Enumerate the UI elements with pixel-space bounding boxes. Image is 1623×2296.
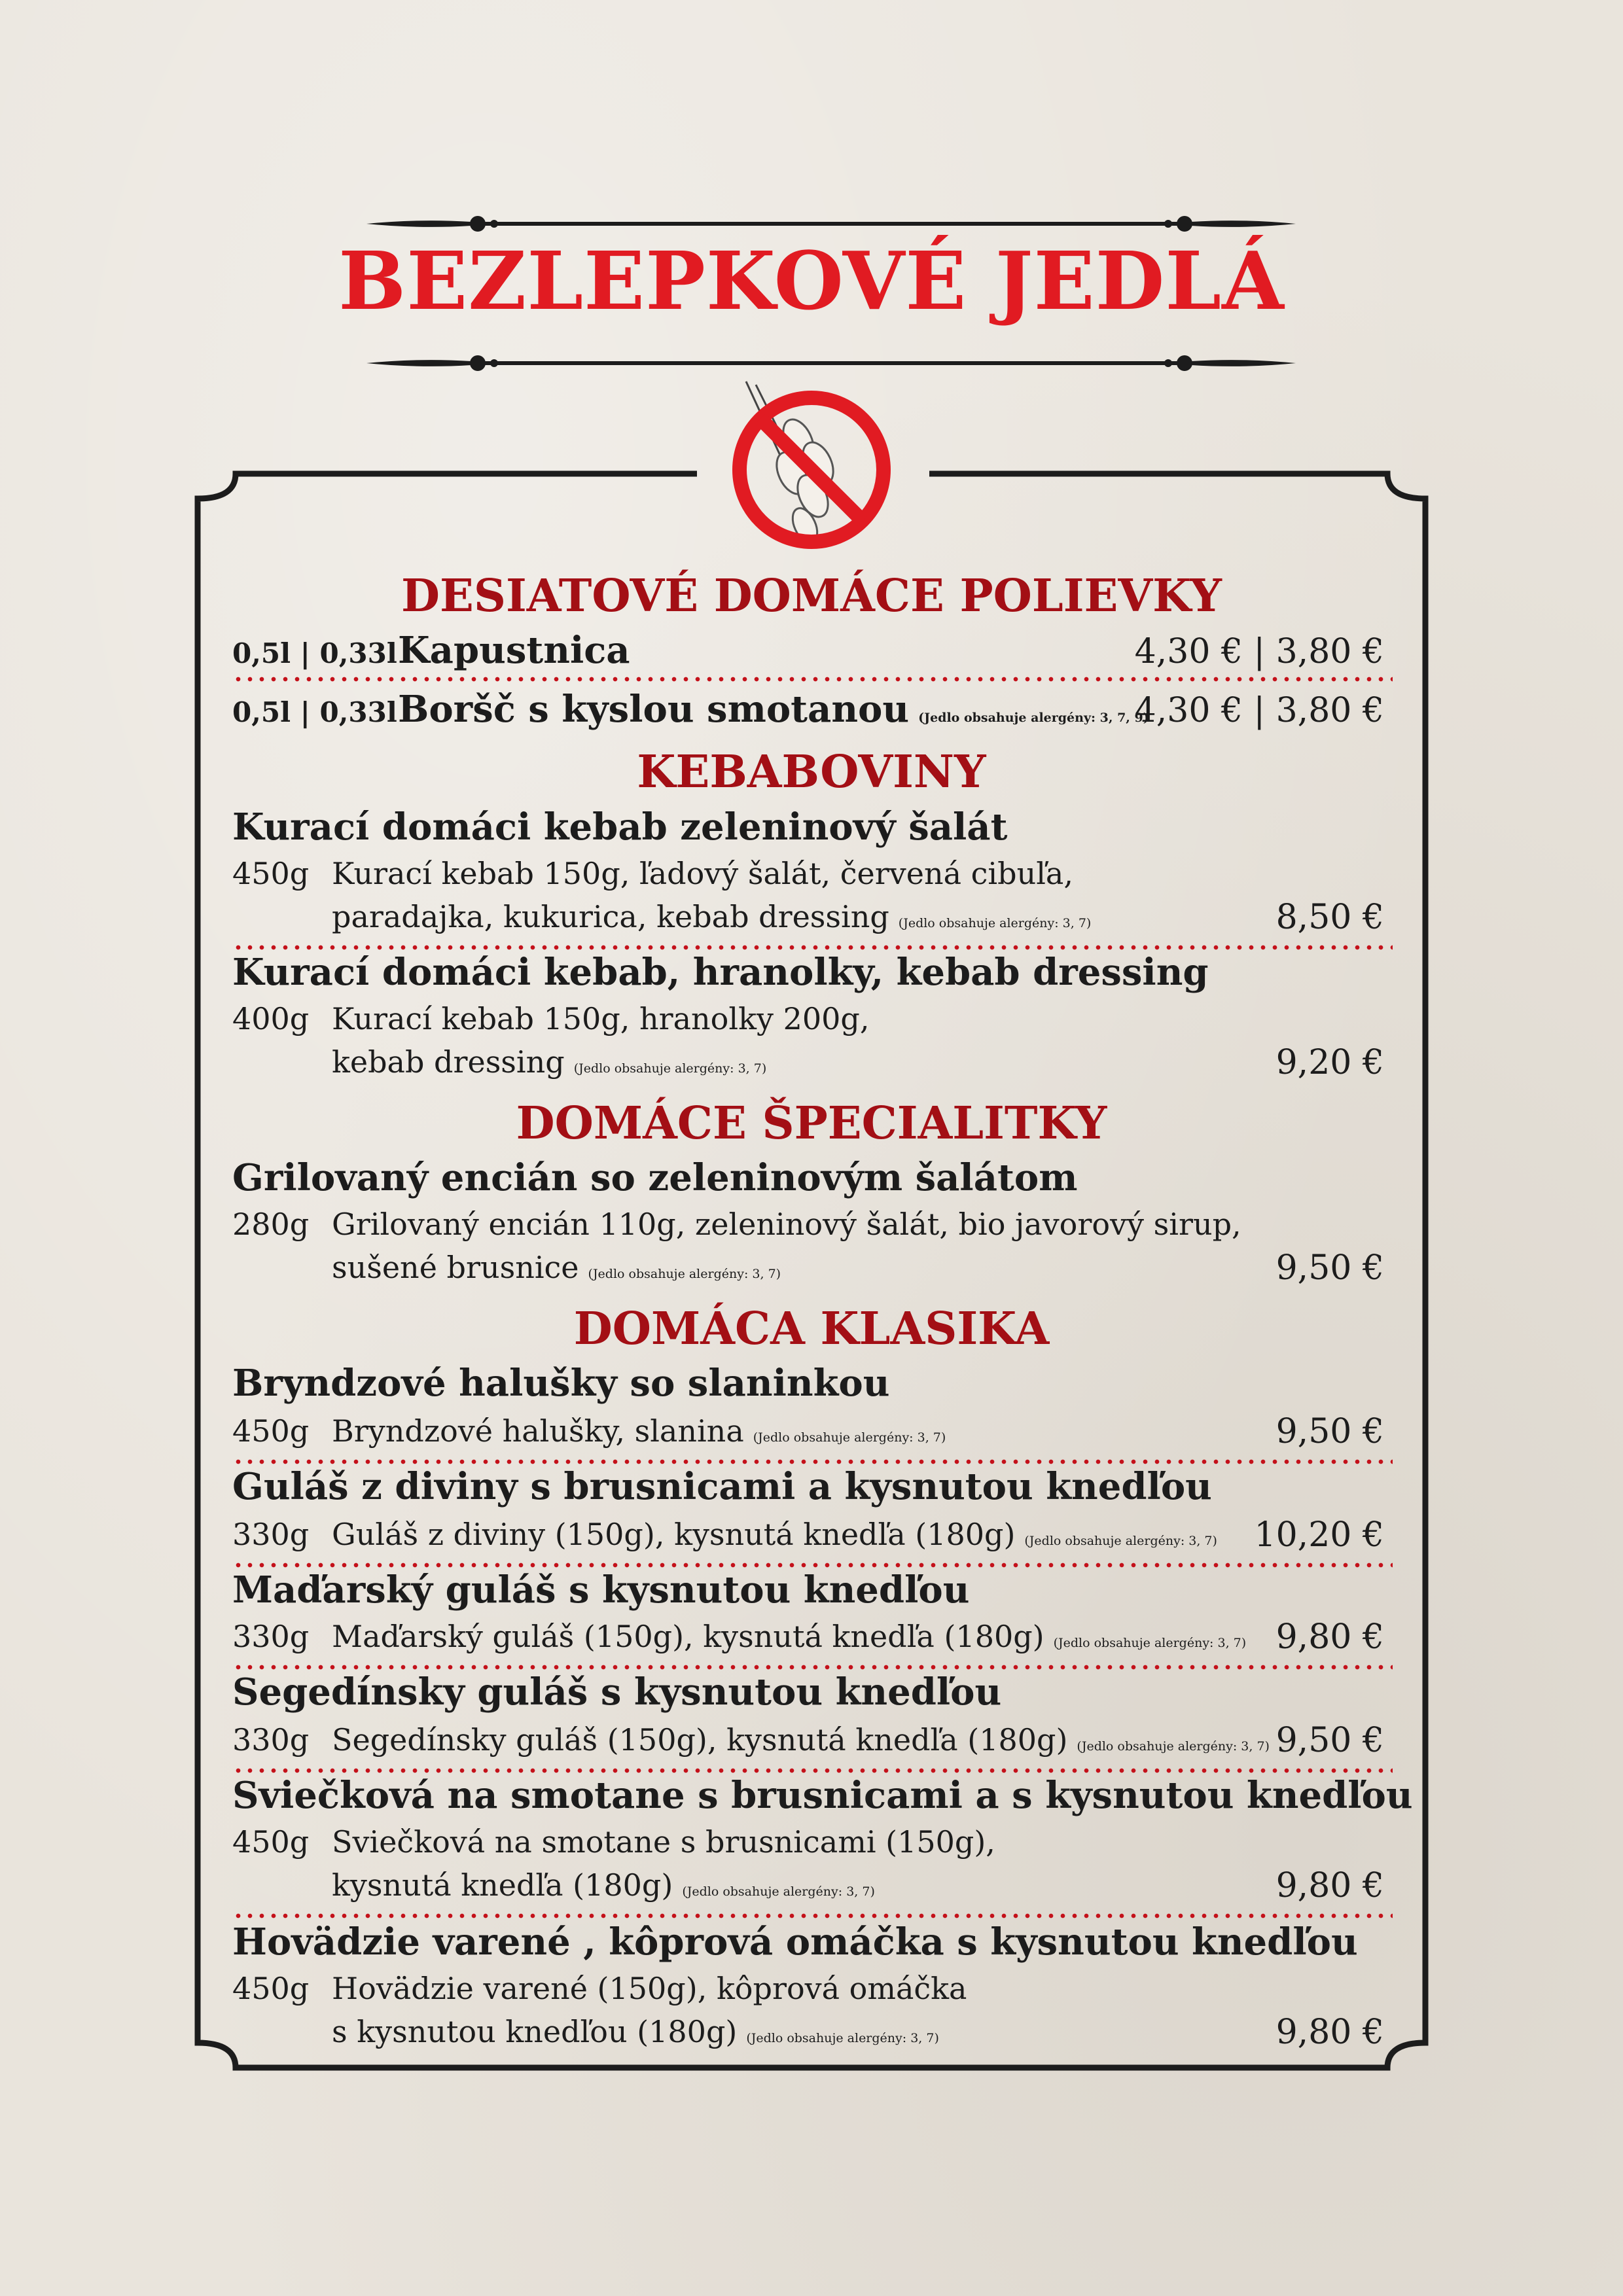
allergen-note: (Jedlo obsahuje alergény: 3, 7) <box>898 916 1092 930</box>
dish-description <box>332 1413 946 1449</box>
section-heading-soups: DESIATOVÉ DOMÁCE POLIEVKY <box>401 570 1222 622</box>
dish-description-line: Maďarský guláš (150g), kysnutá knedľa (180g) <box>332 1619 1044 1654</box>
dish-description: Sviečková na smotane s brusnicami (150g), <box>332 1824 995 1860</box>
dish-weight: 450g <box>232 856 310 891</box>
dish-description: Grilovaný encián 110g, zeleninový šalát, bio javorový sirup, <box>332 1207 1241 1242</box>
dotted-divider <box>232 1768 1393 1773</box>
allergen-note: (Jedlo obsahuje alergény: 3, 7) <box>1024 1534 1217 1548</box>
soup-price: 4,30 € | 3,80 € <box>1134 632 1384 671</box>
soup-name: Kapustnica <box>398 629 630 672</box>
dish-description: Hovädzie varené (150g), kôprová omáčka <box>332 1971 967 2006</box>
soup-volume: 0,5l | 0,33l <box>232 637 397 669</box>
dish-weight: 280g <box>232 1207 310 1242</box>
allergen-note: (Jedlo obsahuje alergény: 3, 7) <box>588 1267 781 1281</box>
dish-price: 9,50 € <box>1275 1248 1384 1288</box>
dish-price: 9,80 € <box>1275 1866 1384 1905</box>
dish-description-2 <box>332 1867 875 1903</box>
dish-name: Kurací domáci kebab zeleninový šalát <box>232 805 1008 849</box>
dish-name: Hovädzie varené , kôprová omáčka s kysnutou knedľou <box>232 1920 1358 1964</box>
soup-price: 4,30 € | 3,80 € <box>1134 691 1384 730</box>
allergen-note: (Jedlo obsahuje alergény: 3, 7) <box>573 1061 767 1076</box>
dish-name: Segedínsky guláš s kysnutou knedľou <box>232 1670 1002 1714</box>
dish-description-line: kebab dressing <box>332 1044 565 1080</box>
dish-price: 9,50 € <box>1275 1721 1384 1760</box>
dish-name: Maďarský guláš s kysnutou knedľou <box>232 1568 970 1612</box>
dotted-divider <box>232 945 1393 950</box>
dish-description-2 <box>332 899 1092 934</box>
dish-name: Bryndzové halušky so slaninkou <box>232 1362 890 1405</box>
dish-price: 9,80 € <box>1275 1617 1384 1657</box>
dish-description <box>332 1619 1247 1654</box>
title-bottom-ornament <box>366 350 1296 376</box>
dish-name: Kurací domáci kebab, hranolky, kebab dressing <box>232 951 1209 994</box>
section-heading-classics: DOMÁCA KLASIKA <box>573 1303 1050 1355</box>
dish-description-line: sušené brusnice <box>332 1250 579 1285</box>
soup-name-with-allergens <box>398 688 1149 731</box>
dish-name: Sviečková na smotane s brusnicami a s kysnutou knedľou <box>232 1774 1413 1817</box>
allergen-note: (Jedlo obsahuje alergény: 3, 7) <box>1053 1636 1247 1650</box>
dotted-divider <box>232 1913 1393 1918</box>
dotted-divider <box>232 1665 1393 1670</box>
soup-name: Boršč s kyslou smotanou <box>398 688 910 731</box>
dish-name: Grilovaný encián so zeleninovým šalátom <box>232 1156 1078 1199</box>
no-gluten-icon <box>726 378 897 555</box>
dish-description-2 <box>332 1044 767 1080</box>
dish-name: Guláš z diviny s brusnicami a kysnutou knedľou <box>232 1465 1212 1508</box>
dish-price: 9,50 € <box>1275 1412 1384 1451</box>
allergen-note: (Jedlo obsahuje alergény: 3, 7, 9) <box>918 711 1149 725</box>
allergen-note: (Jedlo obsahuje alergény: 3, 7) <box>682 1884 875 1899</box>
dish-weight: 400g <box>232 1001 310 1036</box>
allergen-note: (Jedlo obsahuje alergény: 3, 7) <box>753 1430 946 1445</box>
dish-description: Kurací kebab 150g, ľadový šalát, červená cibuľa, <box>332 856 1073 891</box>
title-top-ornament <box>366 211 1296 237</box>
dish-weight: 330g <box>232 1619 310 1654</box>
dish-description-2 <box>332 2014 939 2049</box>
dish-price: 8,50 € <box>1275 898 1384 937</box>
dish-description-line: Bryndzové halušky, slanina <box>332 1413 744 1449</box>
allergen-note: (Jedlo obsahuje alergény: 3, 7) <box>746 2031 939 2045</box>
dish-description: Kurací kebab 150g, hranolky 200g, <box>332 1001 870 1036</box>
dish-weight: 450g <box>232 1971 310 2006</box>
soup-volume: 0,5l | 0,33l <box>232 696 397 728</box>
dish-weight: 450g <box>232 1824 310 1860</box>
dish-description-2 <box>332 1250 781 1285</box>
dish-description-line: kysnutá knedľa (180g) <box>332 1867 673 1903</box>
dish-price: 9,80 € <box>1275 2013 1384 2052</box>
dish-weight: 330g <box>232 1722 310 1757</box>
dish-description-line: s kysnutou knedľou (180g) <box>332 2014 738 2049</box>
dish-price: 10,20 € <box>1254 1515 1384 1555</box>
dish-price: 9,20 € <box>1275 1043 1384 1082</box>
section-heading-specials: DOMÁCE ŠPECIALITKY <box>516 1097 1107 1150</box>
dotted-divider <box>232 1563 1393 1568</box>
dotted-divider <box>232 677 1393 682</box>
page-title: BEZLEPKOVÉ JEDLÁ <box>338 234 1285 328</box>
dish-weight: 330g <box>232 1517 310 1552</box>
dish-description-line: Segedínsky guláš (150g), kysnutá knedľa (180g) <box>332 1722 1068 1757</box>
dish-description <box>332 1722 1270 1757</box>
section-heading-kebab: KEBABOVINY <box>637 746 986 798</box>
dish-description-line: paradajka, kukurica, kebab dressing <box>332 899 889 934</box>
dish-weight: 450g <box>232 1413 310 1449</box>
allergen-note: (Jedlo obsahuje alergény: 3, 7) <box>1077 1739 1270 1754</box>
dish-description-line: Guláš z diviny (150g), kysnutá knedľa (180g) <box>332 1517 1016 1552</box>
dotted-divider <box>232 1459 1393 1464</box>
dish-description <box>332 1517 1217 1552</box>
